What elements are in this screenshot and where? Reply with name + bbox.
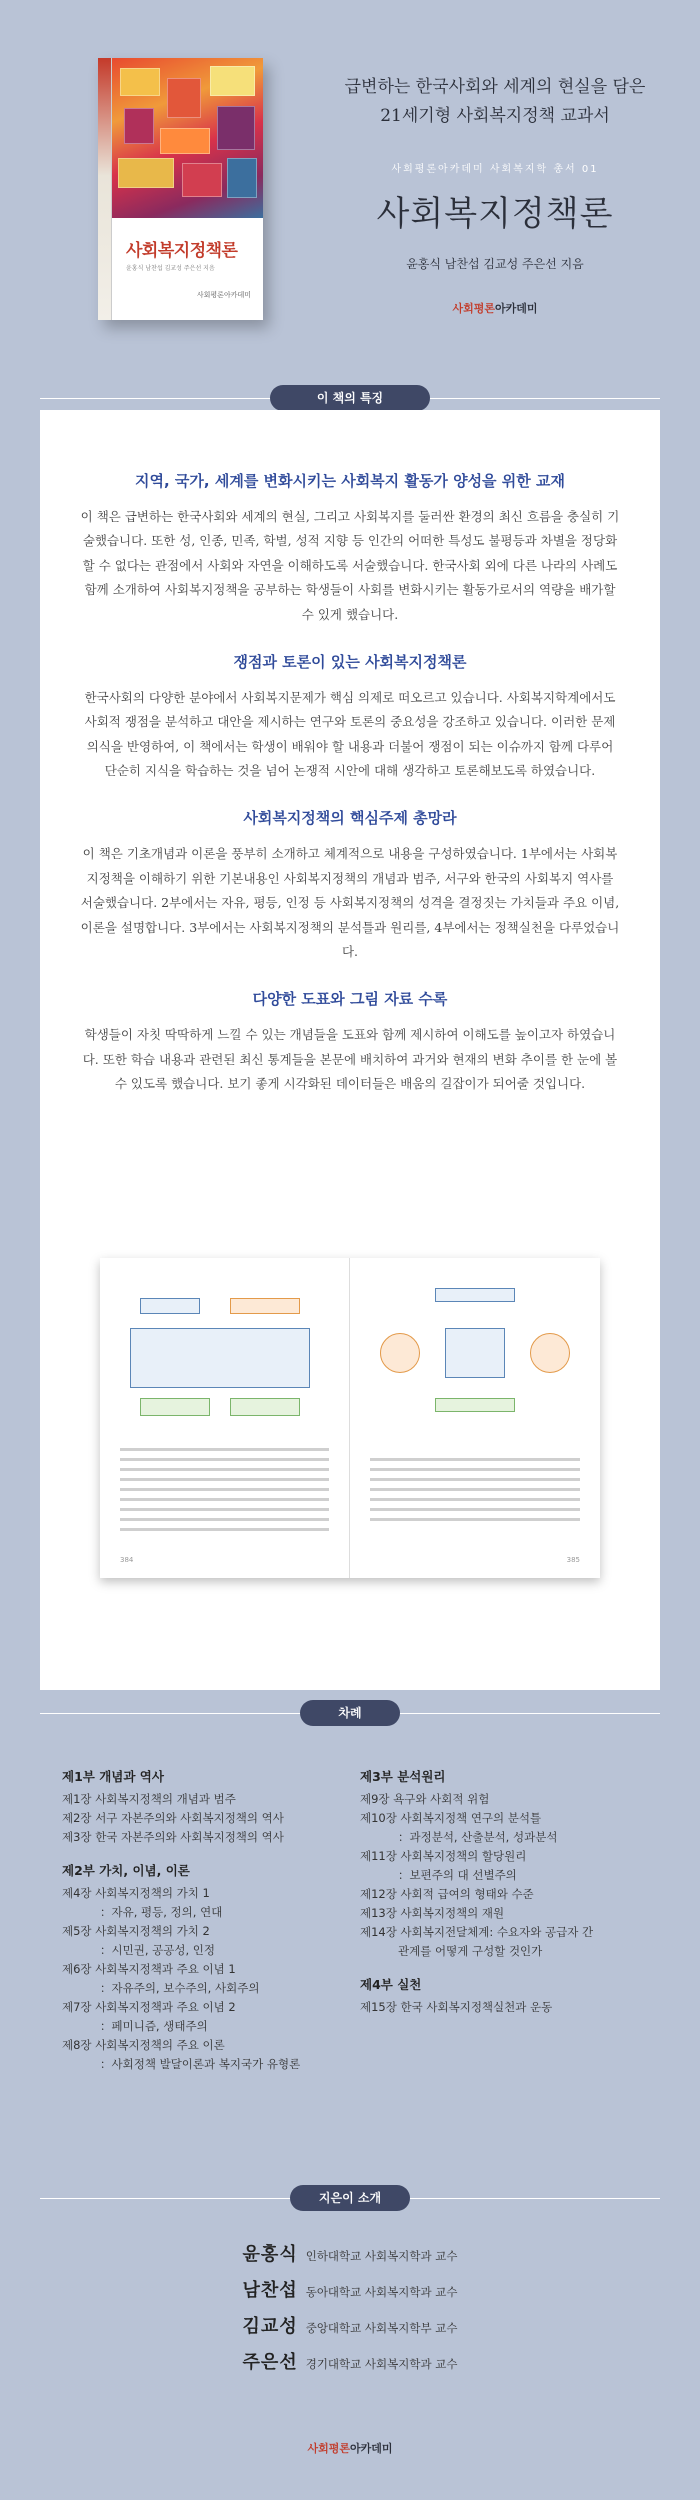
toc-sub-prefix: ： [398, 1829, 410, 1844]
toc-sub-text: 사회정책 발달이론과 복지국가 유형론 [111, 2056, 301, 2071]
author-row [0, 2240, 700, 2270]
toc-sub-prefix: ： [100, 2018, 112, 2033]
spread-right-page [350, 1258, 600, 1578]
toc-chapter: 제12장 사회적 급여의 형태와 수준 [360, 1886, 534, 1901]
toc-sub-prefix: ： [100, 2056, 112, 2071]
page-title: 사회복지정책론 [376, 194, 614, 234]
publisher-logo-main: 사회평론 [452, 302, 495, 315]
book-cover-art [112, 58, 263, 218]
toc-column-right [360, 1767, 650, 2031]
toc-sub-prefix: ： [100, 1904, 112, 1919]
text-line [370, 1468, 580, 1471]
toc-sub-prefix: ： [398, 1867, 410, 1882]
footer-logo-sub: 아카데미 [350, 2442, 393, 2455]
feature-body: 학생들이 자칫 딱딱하게 느낄 수 있는 개념들을 도표와 함께 제시하여 이해도를 높이고자 하였습니다. 또한 학습 내용과 관련된 최신 통계들을 본문에 배치하여 과거와 현재의 변화 추이를 한 눈에 볼 수 있도록 했습니다. 보기 좋게 시각화된 데이터들은 배움의 길잡이가 되어줄 것입니다. [82, 1027, 618, 1091]
toc-sub-text: 시민권, 공공성, 인정 [111, 1942, 215, 1957]
author-name: 윤홍식 [242, 2244, 298, 2265]
author-affiliation: 중앙대학교 사회복지학부 교수 [305, 2321, 458, 2335]
page-number: 385 [566, 1556, 580, 1564]
toc-subtitle [360, 1866, 650, 1885]
book-cover-title: 사회복지정책론 [126, 241, 238, 261]
toc-label: 차례 [300, 1700, 400, 1726]
toc-chapter: 제3장 한국 자본주의와 사회복지정책의 역사 [62, 1829, 284, 1844]
toc-chapter: 제15장 한국 사회복지정책실천과 운동 [360, 1999, 553, 2014]
authors-label: 지은이 소개 [290, 2185, 410, 2211]
diagram-box [230, 1398, 300, 1416]
text-line [120, 1528, 329, 1531]
author-affiliation: 동아대학교 사회복지학과 교수 [305, 2285, 458, 2299]
toc-part-title: 제4부 실천 [360, 1976, 422, 1992]
diagram-box [230, 1298, 300, 1314]
diagram-box [435, 1288, 515, 1302]
toc-chapter: 제4장 사회복지정책의 가치 1 [62, 1885, 210, 1900]
author-row [0, 2348, 700, 2378]
page-number: 384 [120, 1556, 134, 1564]
hero-authors: 윤홍식 남찬섭 김교성 주은선 지음 [406, 257, 584, 271]
text-line [120, 1498, 329, 1501]
features-label: 이 책의 특징 [270, 385, 430, 411]
book-cover-publisher: 사회평론아카데미 [196, 291, 251, 299]
text-line [370, 1508, 580, 1511]
hero-tagline-1: 급변하는 한국사회와 세계의 현실을 담은 [344, 77, 646, 97]
author-affiliation: 인하대학교 사회복지학과 교수 [305, 2249, 458, 2263]
text-line [370, 1458, 580, 1461]
diagram-box [140, 1298, 200, 1314]
author-affiliation: 경기대학교 사회복지학과 교수 [305, 2357, 458, 2371]
diagram-box [130, 1328, 310, 1388]
diagram-box [445, 1328, 505, 1378]
footer-logo-main: 사회평론 [307, 2442, 350, 2455]
text-line [370, 1478, 580, 1481]
spread-left-page [100, 1258, 350, 1578]
toc-subtitle [62, 2055, 352, 2074]
toc-part [360, 1767, 650, 1961]
toc-chapter: 제1장 사회복지정책의 개념과 범주 [62, 1792, 236, 1806]
text-line [370, 1498, 580, 1501]
toc-subtitle [62, 1941, 352, 1960]
toc-sub-text: 페미니즘, 생태주의 [111, 2018, 208, 2033]
feature-body: 이 책은 기초개념과 이론을 풍부히 소개하고 체계적으로 내용을 구성하였습니다. 1부에서는 사회복지정책을 이해하기 위한 기본내용인 사회복지정책의 개념과 범주, 서구와 한국의 사회복지 역사를 서술했습니다. 2부에서는 자유, 평등, 인정 등 사회복지정책의 성격을 결정짓는 가치들과 주요 이념, 이론을 설명합니다. 3부에서는 사회복지정책의 분석틀과 원리를, 4부에서는 정책실천을 다루었습니다. [80, 846, 620, 959]
toc-part-title: 제3부 분석원리 [360, 1769, 446, 1784]
feature-body: 한국사회의 다양한 분야에서 사회복지문제가 핵심 의제로 떠오르고 있습니다. 사회복지학계에서도 사회적 쟁점을 분석하고 대안을 제시하는 연구와 토론의 중요성을 강조하고 있습니다. 이러한 문제의식을 반영하여, 이 책에서는 학생이 배워야 할 내용과 더불어 쟁점이 되는 이슈까지 함께 다루어 단순히 지식을 학습하는 것을 넘어 논쟁적 시안에 대해 생각하고 토론해보도록 하였습니다. [84, 689, 616, 778]
author-row [0, 2312, 700, 2342]
toc-chapter: 제7장 사회복지정책과 주요 이념 2 [62, 1999, 236, 2014]
diagram-box [140, 1398, 210, 1416]
toc-part-title: 제2부 가치, 이념, 이론 [62, 1862, 190, 1878]
toc-chapter: 제6장 사회복지정책과 주요 이념 1 [62, 1961, 236, 1976]
text-line [370, 1518, 580, 1521]
feature-block [40, 807, 660, 964]
toc-subtitle [62, 1979, 352, 1998]
toc-chapter: 제8장 사회복지정책의 주요 이론 [62, 2037, 225, 2052]
diagram-box [530, 1333, 570, 1373]
feature-heading: 쟁점과 토론이 있는 사회복지정책론 [233, 652, 467, 671]
toc-part [62, 1767, 352, 1847]
hero-section [0, 0, 700, 370]
toc-sub-text: 과정분석, 산출분석, 성과분석 [409, 1829, 558, 1844]
author-name: 남찬섭 [242, 2280, 298, 2301]
text-line [120, 1458, 329, 1461]
feature-body: 이 책은 급변하는 한국사회와 세계의 현실, 그리고 사회복지를 둘러싼 환경의 최신 흐름을 충실히 기술했습니다. 또한 성, 인종, 민족, 학벌, 성적 지향 등 인간의 어떠한 특성도 불평등과 차별을 정당화할 수 없다는 관점에서 사회와 자연을 이해하도록 서술했습니다. 한국사회 외에 다른 나라의 사례도 함께 소개하여 사회복지정책을 공부하는 학생들이 사회를 변화시키는 활동가로서의 역량을 배가할 수 있게 했습니다. [80, 509, 620, 622]
text-line [120, 1478, 329, 1481]
book-spread-image [100, 1258, 600, 1578]
feature-heading: 다양한 도표와 그림 자료 수록 [252, 990, 448, 1009]
toc-sub-text: 관계를 어떻게 구성할 것인가 [398, 1943, 543, 1958]
toc-chapter: 제14장 사회복지전달체계: 수요자와 공급자 간 [360, 1924, 594, 1939]
author-name: 김교성 [242, 2316, 298, 2337]
toc-sub-prefix: ： [100, 1942, 112, 1957]
text-line [120, 1518, 329, 1521]
text-line [120, 1448, 329, 1451]
text-line [120, 1508, 329, 1511]
diagram-box [435, 1398, 515, 1412]
toc-sub-text: 자유주의, 보수주의, 사회주의 [111, 1980, 260, 1995]
toc-chapter: 제11장 사회복지정책의 할당원리 [360, 1848, 527, 1863]
toc-chapter: 제9장 욕구와 사회적 위험 [360, 1792, 490, 1806]
hero-tagline-2: 21세기형 사회복지정책 교과서 [380, 106, 610, 126]
toc-subtitle [62, 1903, 352, 1922]
book-cover-image [98, 58, 263, 320]
feature-heading: 사회복지정책의 핵심주제 총망라 [243, 809, 457, 828]
toc-sub-text: 보편주의 대 선별주의 [409, 1867, 517, 1882]
publisher-logo-sub: 아카데미 [495, 302, 538, 315]
book-spine [98, 58, 112, 320]
book-cover-authors: 윤홍식 남찬섭 김교성 주은선 지음 [126, 265, 215, 272]
text-line [120, 1468, 329, 1471]
text-line [120, 1488, 329, 1491]
diagram-box [380, 1333, 420, 1373]
toc-subtitle [360, 1828, 650, 1847]
text-line [370, 1488, 580, 1491]
toc-part [62, 1861, 352, 2074]
toc-subtitle [360, 1942, 650, 1961]
toc-column-left [62, 1767, 352, 2088]
toc-chapter: 제5장 사회복지정책의 가치 2 [62, 1923, 210, 1938]
hero-series: 사회평론아카데미 사회복지학 총서 01 [391, 164, 599, 175]
toc-chapter: 제13장 사회복지정책의 재원 [360, 1905, 505, 1920]
footer-publisher-logo [0, 2440, 700, 2456]
toc-chapter: 제2장 서구 자본주의와 사회복지정책의 역사 [62, 1810, 284, 1825]
feature-block [40, 470, 660, 627]
toc-part-title: 제1부 개념과 역사 [62, 1769, 164, 1784]
toc-chapter: 제10장 사회복지정책 연구의 분석틀 [360, 1810, 542, 1825]
feature-block [40, 651, 660, 784]
feature-heading: 지역, 국가, 세계를 변화시키는 사회복지 활동가 양성을 위한 교재 [135, 472, 565, 490]
toc-sub-text: 자유, 평등, 정의, 연대 [111, 1904, 223, 1919]
publisher-logo [330, 300, 660, 316]
toc-subtitle [62, 2017, 352, 2036]
author-name: 주은선 [242, 2352, 298, 2373]
toc-part [360, 1975, 650, 2017]
author-row [0, 2276, 700, 2306]
toc-sub-prefix: ： [100, 1980, 112, 1995]
feature-block [40, 988, 660, 1096]
